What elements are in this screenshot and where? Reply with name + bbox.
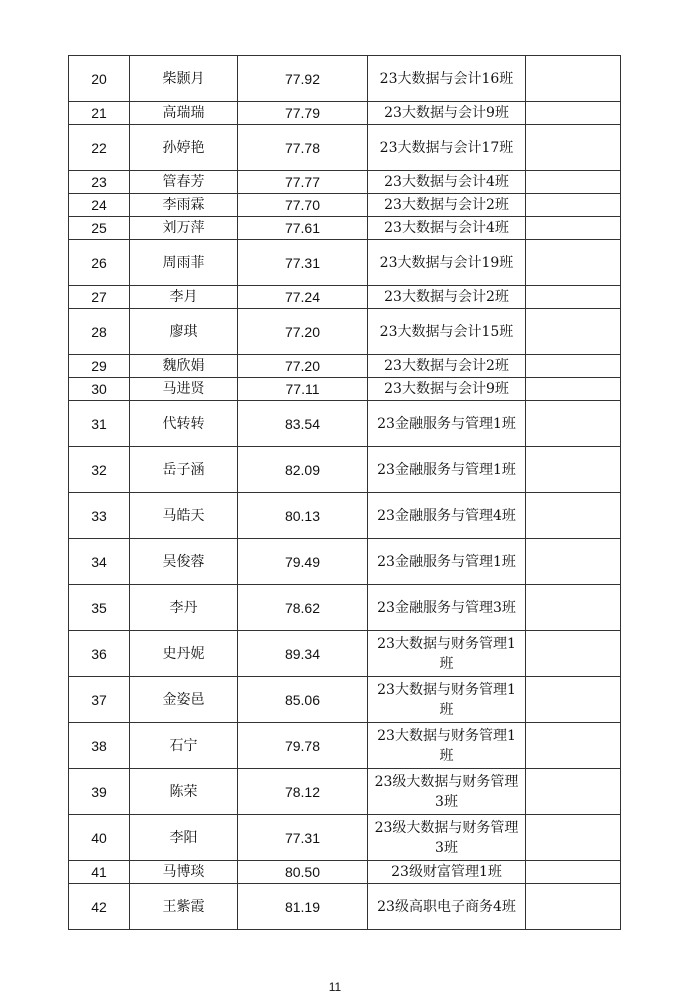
table-row xyxy=(69,585,621,631)
class-name-cell: 23金融服务与管理1班 xyxy=(368,539,526,585)
row-number-cell: 25 xyxy=(69,217,130,240)
row-number-cell: 32 xyxy=(69,447,130,493)
score-cell: 79.78 xyxy=(238,723,368,769)
score-cell: 77.20 xyxy=(238,355,368,378)
student-score-table xyxy=(68,55,621,930)
page-number: 11 xyxy=(328,980,342,994)
student-name-cell: 史丹妮 xyxy=(130,631,238,677)
score-cell: 77.79 xyxy=(238,102,368,125)
table-row xyxy=(69,677,621,723)
row-number-cell: 42 xyxy=(69,884,130,930)
student-name-cell: 周雨菲 xyxy=(130,240,238,286)
student-name-cell: 马博琰 xyxy=(130,861,238,884)
row-number-cell: 37 xyxy=(69,677,130,723)
remark-cell xyxy=(526,815,621,861)
remark-cell xyxy=(526,56,621,102)
class-name-cell: 23大数据与会计2班 xyxy=(368,355,526,378)
remark-cell xyxy=(526,378,621,401)
student-name-cell: 魏欣娟 xyxy=(130,355,238,378)
remark-cell xyxy=(526,286,621,309)
table-row xyxy=(69,309,621,355)
score-cell: 77.61 xyxy=(238,217,368,240)
remark-cell xyxy=(526,355,621,378)
table-row xyxy=(69,56,621,102)
score-cell: 80.50 xyxy=(238,861,368,884)
row-number-cell: 40 xyxy=(69,815,130,861)
class-name-cell: 23大数据与会计2班 xyxy=(368,194,526,217)
student-name-cell: 代转转 xyxy=(130,401,238,447)
score-cell: 89.34 xyxy=(238,631,368,677)
class-name-cell: 23大数据与财务管理1班 xyxy=(368,723,526,769)
student-name-cell: 柴颢月 xyxy=(130,56,238,102)
class-name-cell: 23大数据与会计4班 xyxy=(368,217,526,240)
remark-cell xyxy=(526,309,621,355)
table-row xyxy=(69,769,621,815)
table-row xyxy=(69,240,621,286)
class-name-cell: 23大数据与财务管理1班 xyxy=(368,631,526,677)
row-number-cell: 33 xyxy=(69,493,130,539)
row-number-cell: 28 xyxy=(69,309,130,355)
remark-cell xyxy=(526,401,621,447)
remark-cell xyxy=(526,447,621,493)
score-cell: 77.11 xyxy=(238,378,368,401)
row-number-cell: 36 xyxy=(69,631,130,677)
remark-cell xyxy=(526,769,621,815)
table-row xyxy=(69,861,621,884)
class-name-cell: 23级高职电子商务4班 xyxy=(368,884,526,930)
class-name-cell: 23大数据与财务管理1班 xyxy=(368,677,526,723)
row-number-cell: 27 xyxy=(69,286,130,309)
remark-cell xyxy=(526,194,621,217)
table-row xyxy=(69,447,621,493)
class-name-cell: 23大数据与会计9班 xyxy=(368,378,526,401)
row-number-cell: 30 xyxy=(69,378,130,401)
class-name-cell: 23级大数据与财务管理3班 xyxy=(368,769,526,815)
remark-cell xyxy=(526,171,621,194)
class-name-cell: 23金融服务与管理4班 xyxy=(368,493,526,539)
remark-cell xyxy=(526,677,621,723)
student-name-cell: 李月 xyxy=(130,286,238,309)
table-row xyxy=(69,102,621,125)
student-name-cell: 高瑞瑞 xyxy=(130,102,238,125)
score-cell: 83.54 xyxy=(238,401,368,447)
remark-cell xyxy=(526,240,621,286)
table-row xyxy=(69,286,621,309)
row-number-cell: 31 xyxy=(69,401,130,447)
score-cell: 78.12 xyxy=(238,769,368,815)
row-number-cell: 26 xyxy=(69,240,130,286)
student-name-cell: 李阳 xyxy=(130,815,238,861)
row-number-cell: 29 xyxy=(69,355,130,378)
score-cell: 77.20 xyxy=(238,309,368,355)
student-name-cell: 孙婷艳 xyxy=(130,125,238,171)
class-name-cell: 23大数据与会计9班 xyxy=(368,102,526,125)
remark-cell xyxy=(526,585,621,631)
remark-cell xyxy=(526,493,621,539)
score-cell: 79.49 xyxy=(238,539,368,585)
table-row xyxy=(69,194,621,217)
remark-cell xyxy=(526,884,621,930)
table-row xyxy=(69,378,621,401)
student-name-cell: 廖琪 xyxy=(130,309,238,355)
table-row xyxy=(69,171,621,194)
score-cell: 77.31 xyxy=(238,815,368,861)
student-name-cell: 李丹 xyxy=(130,585,238,631)
class-name-cell: 23大数据与会计2班 xyxy=(368,286,526,309)
row-number-cell: 35 xyxy=(69,585,130,631)
class-name-cell: 23金融服务与管理1班 xyxy=(368,401,526,447)
table-row xyxy=(69,631,621,677)
student-name-cell: 王紫霞 xyxy=(130,884,238,930)
class-name-cell: 23级大数据与财务管理3班 xyxy=(368,815,526,861)
row-number-cell: 20 xyxy=(69,56,130,102)
student-name-cell: 金姿邑 xyxy=(130,677,238,723)
table-row xyxy=(69,815,621,861)
remark-cell xyxy=(526,861,621,884)
row-number-cell: 41 xyxy=(69,861,130,884)
student-name-cell: 吴俊蓉 xyxy=(130,539,238,585)
student-name-cell: 陈荣 xyxy=(130,769,238,815)
student-name-cell: 岳子涵 xyxy=(130,447,238,493)
row-number-cell: 38 xyxy=(69,723,130,769)
row-number-cell: 23 xyxy=(69,171,130,194)
score-cell: 77.77 xyxy=(238,171,368,194)
remark-cell xyxy=(526,102,621,125)
remark-cell xyxy=(526,631,621,677)
score-cell: 81.19 xyxy=(238,884,368,930)
table-row xyxy=(69,723,621,769)
score-cell: 77.31 xyxy=(238,240,368,286)
score-cell: 82.09 xyxy=(238,447,368,493)
table-row xyxy=(69,539,621,585)
student-name-cell: 马进贤 xyxy=(130,378,238,401)
row-number-cell: 22 xyxy=(69,125,130,171)
score-cell: 77.24 xyxy=(238,286,368,309)
row-number-cell: 21 xyxy=(69,102,130,125)
table-row xyxy=(69,401,621,447)
score-cell: 77.92 xyxy=(238,56,368,102)
table-row xyxy=(69,125,621,171)
class-name-cell: 23金融服务与管理1班 xyxy=(368,447,526,493)
class-name-cell: 23大数据与会计19班 xyxy=(368,240,526,286)
table-row xyxy=(69,355,621,378)
remark-cell xyxy=(526,217,621,240)
score-cell: 77.70 xyxy=(238,194,368,217)
student-name-cell: 管春芳 xyxy=(130,171,238,194)
student-name-cell: 马皓天 xyxy=(130,493,238,539)
row-number-cell: 24 xyxy=(69,194,130,217)
student-name-cell: 石宁 xyxy=(130,723,238,769)
remark-cell xyxy=(526,723,621,769)
score-cell: 78.62 xyxy=(238,585,368,631)
class-name-cell: 23级财富管理1班 xyxy=(368,861,526,884)
class-name-cell: 23大数据与会计16班 xyxy=(368,56,526,102)
row-number-cell: 39 xyxy=(69,769,130,815)
remark-cell xyxy=(526,539,621,585)
student-name-cell: 李雨霖 xyxy=(130,194,238,217)
class-name-cell: 23金融服务与管理3班 xyxy=(368,585,526,631)
score-cell: 80.13 xyxy=(238,493,368,539)
class-name-cell: 23大数据与会计17班 xyxy=(368,125,526,171)
row-number-cell: 34 xyxy=(69,539,130,585)
table-row xyxy=(69,217,621,240)
class-name-cell: 23大数据与会计4班 xyxy=(368,171,526,194)
class-name-cell: 23大数据与会计15班 xyxy=(368,309,526,355)
table-row xyxy=(69,884,621,930)
score-cell: 77.78 xyxy=(238,125,368,171)
remark-cell xyxy=(526,125,621,171)
student-name-cell: 刘万萍 xyxy=(130,217,238,240)
score-cell: 85.06 xyxy=(238,677,368,723)
table-row xyxy=(69,493,621,539)
